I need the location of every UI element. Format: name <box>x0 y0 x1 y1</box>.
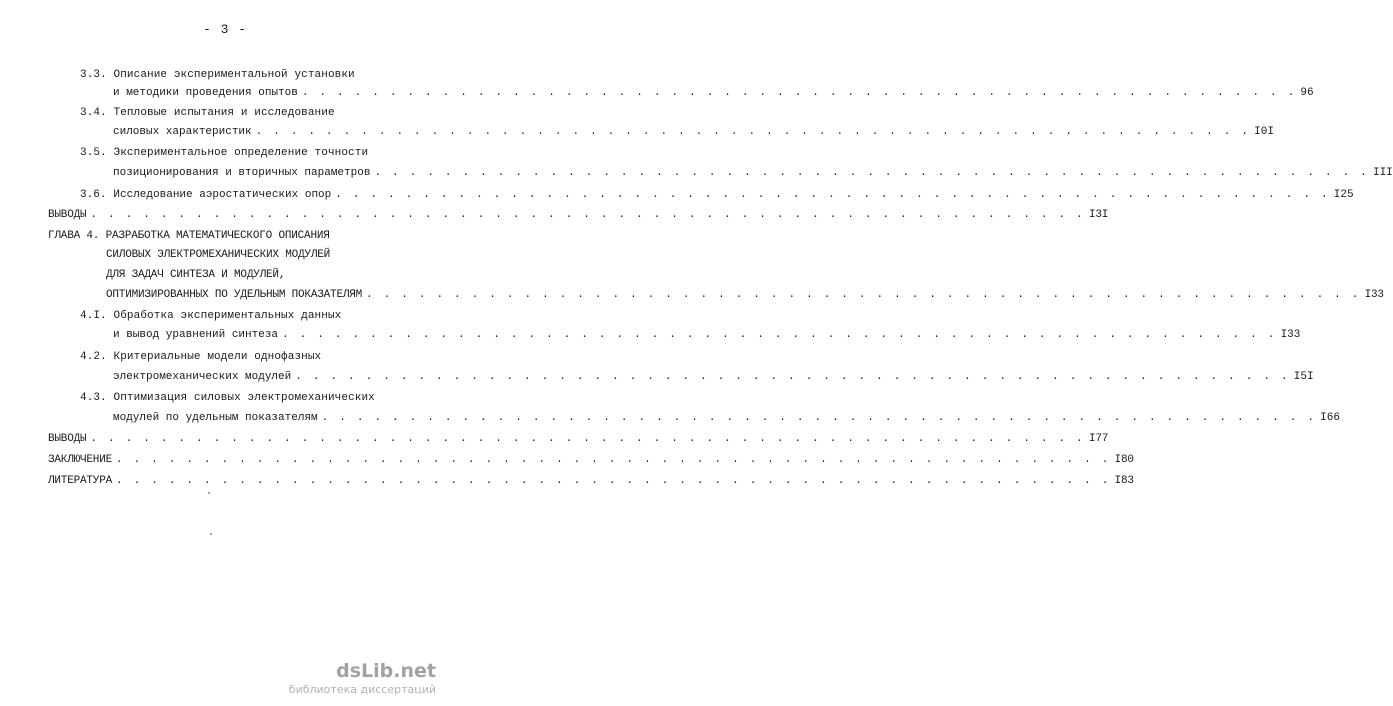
toc-chapter-4-line4 <box>106 288 1384 302</box>
toc-page-ref: I5I <box>1293 371 1314 383</box>
toc-chapter-4-line3: ДЛЯ ЗАДАЧ СИНТЕЗА И МОДУЛЕЙ, <box>106 269 286 281</box>
toc-entry-title-cont: силовых характеристик <box>113 126 252 138</box>
leader-dots: . . . . . . . . . . . . . . . . . . . . . . . . . . . . . . . . . . . . . . . . . . . . . . . . . . . . . . . . . <box>366 289 1361 301</box>
leader-dots: . . . . . . . . . . . . . . . . . . . . . . . . . . . . . . . . . . . . . . . . . . . . . . . . . . . . . . . . . <box>295 371 1290 383</box>
toc-page-ref: I83 <box>1114 475 1134 487</box>
toc-entry-title-cont: электромеханических модулей <box>113 371 292 383</box>
toc-entry-title-cont: позиционирования и вторичных параметров <box>113 167 371 179</box>
leader-dots: . . . . . . . . . . . . . . . . . . . . . . . . . . . . . . . . . . . . . . . . . . . . . . . . . . . . . . . . . <box>255 126 1251 138</box>
toc-entry-conclusions-1 <box>48 208 1109 222</box>
leader-dots: . . . . . . . . . . . . . . . . . . . . . . . . . . . . . . . . . . . . . . . . . . . . . . . . . . . . . . . . . <box>321 412 1317 424</box>
toc-entry-references <box>48 474 1134 488</box>
toc-entry-3-5-line1 <box>80 146 368 160</box>
leader-dots: . . . . . . . . . . . . . . . . . . . . . . . . . . . . . . . . . . . . . . . . . . . . . . . . . . . . . . . . . <box>116 454 1111 466</box>
leader-dots: . . . . . . . . . . . . . . . . . . . . . . . . . . . . . . . . . . . . . . . . . . . . . . . . . . . . . . . . . <box>90 209 1085 221</box>
scan-speck <box>210 533 212 535</box>
toc-entry-number: 3.5. <box>80 147 107 159</box>
toc-entry-3-4-line2 <box>113 125 1274 139</box>
toc-entry-4-2-line2 <box>113 370 1314 384</box>
toc-entry-number: 3.6. <box>80 189 107 201</box>
toc-entry-4-1-line2 <box>113 328 1301 342</box>
scan-speck <box>208 492 210 494</box>
toc-entry-3-4-line1 <box>80 106 335 120</box>
leader-dots: . . . . . . . . . . . . . . . . . . . . . . . . . . . . . . . . . . . . . . . . . . . . . . . . . . . . . . . . . <box>116 475 1111 487</box>
toc-entry-number: 4.3. <box>80 392 107 404</box>
toc-entry-title: ЗАКЛЮЧЕНИЕ <box>48 454 113 466</box>
toc-entry-4-3-line2 <box>113 411 1340 425</box>
toc-entry-3-3-line2 <box>113 86 1314 100</box>
toc-entry-4-2-line1 <box>80 350 321 364</box>
leader-dots: . . . . . . . . . . . . . . . . . . . . . . . . . . . . . . . . . . . . . . . . . . . . . . . . . . . . . . . . . <box>282 329 1277 341</box>
toc-page-ref: I77 <box>1088 433 1109 445</box>
toc-entry-title: Оптимизация силовых электромеханических <box>113 392 375 404</box>
toc-entry-title: Тепловые испытания и исследование <box>113 107 335 119</box>
toc-page-ref: I0I <box>1254 126 1274 138</box>
leader-dots: . . . . . . . . . . . . . . . . . . . . . . . . . . . . . . . . . . . . . . . . . . . . . . . . . . . . . . . . . <box>335 189 1330 201</box>
toc-page-ref: III <box>1372 167 1393 179</box>
toc-entry-4-1-line1 <box>80 309 341 323</box>
toc-chapter-4-line2: СИЛОВЫХ ЭЛЕКТРОМЕХАНИЧЕСКИХ МОДУЛЕЙ <box>106 249 331 261</box>
toc-page-ref: 96 <box>1300 87 1314 99</box>
toc-page-ref: I3I <box>1088 209 1109 221</box>
toc-entry-number: 3.3. <box>80 69 107 81</box>
watermark-logo-main: dsLib <box>336 660 394 682</box>
toc-entry-3-5-line2 <box>113 166 1393 180</box>
leader-dots: . . . . . . . . . . . . . . . . . . . . . . . . . . . . . . . . . . . . . . . . . . . . . . . . . . . . . . . . . <box>301 87 1297 99</box>
toc-entry-number: 4.I. <box>80 310 107 322</box>
toc-entry-title: Исследование аэростатических опор <box>113 189 332 201</box>
watermark <box>289 660 436 696</box>
toc-entry-number: 3.4. <box>80 107 107 119</box>
toc-entry-4-3-line1 <box>80 391 375 405</box>
toc-entry-3-3-line1 <box>80 68 355 82</box>
toc-entry-3-6 <box>80 188 1354 202</box>
toc-entry-number: 4.2. <box>80 351 107 363</box>
toc-page-ref: I33 <box>1280 329 1301 341</box>
toc-entry-title: Критериальные модели однофазных <box>113 351 322 363</box>
toc-entry-title: ВЫВОДЫ <box>48 433 87 445</box>
toc-entry-title-cont: модулей по удельным показателям <box>113 412 318 424</box>
toc-entry-title: ЛИТЕРАТУРА <box>48 475 113 487</box>
toc-entry-title: ВЫВОДЫ <box>48 209 87 221</box>
toc-entry-title: Обработка экспериментальных данных <box>113 310 342 322</box>
toc-chapter-4-line1: ГЛАВА 4. РАЗРАБОТКА МАТЕМАТИЧЕСКОГО ОПИСАНИЯ <box>48 230 330 242</box>
toc-entry-summary <box>48 453 1134 467</box>
watermark-logo <box>289 660 436 682</box>
toc-page-ref: I66 <box>1320 412 1340 424</box>
leader-dots: . . . . . . . . . . . . . . . . . . . . . . . . . . . . . . . . . . . . . . . . . . . . . . . . . . . . . . . . . <box>374 167 1369 179</box>
toc-entry-title-cont: и вывод уравнений синтеза <box>113 329 279 341</box>
toc-page-ref: I25 <box>1333 189 1354 201</box>
toc-entry-title: Экспериментальное определение точности <box>113 147 369 159</box>
watermark-logo-tld: .net <box>393 660 436 682</box>
toc-page-ref: I33 <box>1364 289 1384 301</box>
toc-entry-title: Описание экспериментальной установки <box>113 69 355 81</box>
page-number: - 3 - <box>202 22 247 37</box>
watermark-subtitle: библиотека диссертаций <box>288 683 436 696</box>
leader-dots: . . . . . . . . . . . . . . . . . . . . . . . . . . . . . . . . . . . . . . . . . . . . . . . . . . . . . . . . . <box>90 433 1085 445</box>
toc-entry-conclusions-2 <box>48 432 1109 446</box>
toc-page-ref: I80 <box>1114 454 1134 466</box>
toc-entry-title-cont: и методики проведения опытов <box>113 87 298 99</box>
toc-entry-title-cont: ОПТИМИЗИРОВАННЫХ ПО УДЕЛЬНЫМ ПОКАЗАТЕЛЯМ <box>106 289 363 301</box>
